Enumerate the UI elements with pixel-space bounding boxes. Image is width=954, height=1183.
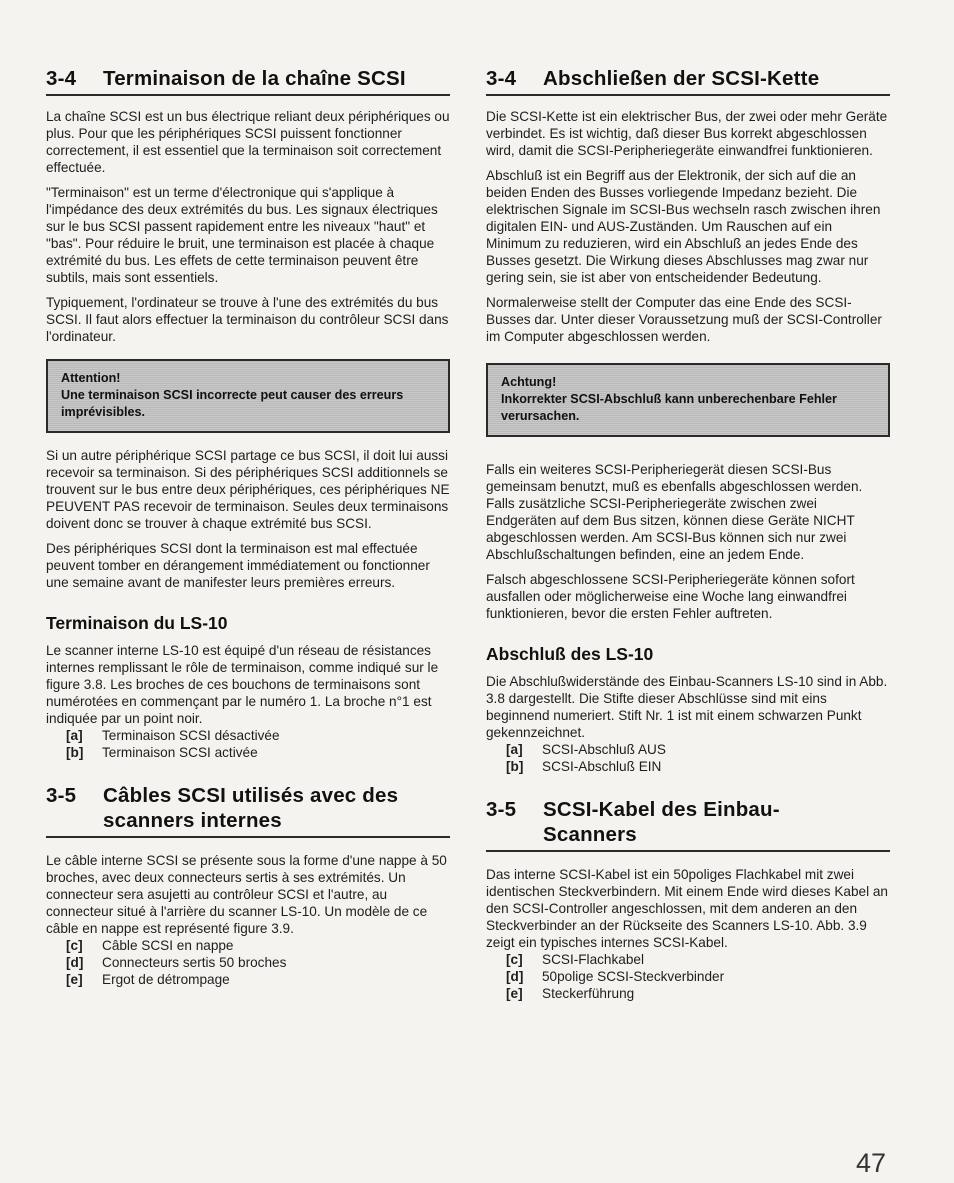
warning-text: Inkorrekter SCSI-Abschluß kann unberechenbare Fehler verursachen.	[501, 392, 837, 423]
legend-item	[46, 971, 450, 988]
section-title-line: Scanners	[543, 823, 637, 846]
paragraph: Des périphériques SCSI dont la terminaison est mal effectuée peuvent tomber en dérangement immédiatement ou fonctionner une semaine avant de manifester leurs premières erreurs.	[46, 541, 430, 590]
figure-legend	[46, 937, 450, 988]
legend-key: [c]	[66, 938, 83, 953]
paragraph: Le scanner interne LS-10 est équipé d'un réseau de résistances internes remplissant le rôle de terminaison, comme indiqué sur le figure 3.8. Les broches de ces bouchons de terminaisons sont numérotées en commençant par le numéro 1. La broche n°1 est indiquée par un point noir.	[46, 643, 439, 726]
figure-legend	[46, 727, 450, 761]
paragraph: Si un autre périphérique SCSI partage ce bus SCSI, il doit lui aussi recevoir sa terminaison. Si des périphériques SCSI additionnels se trouvent sur le bus entre deux périphériques, ces périphériques NE PEUVENT PAS recevoir de terminaison. Seules deux terminaisons doivent donc se trouver à chaque extrémité bus SCSI.	[46, 448, 450, 531]
legend-key: [b]	[66, 745, 84, 760]
legend-text: SCSI-Abschluß EIN	[542, 759, 662, 774]
legend-key: [d]	[506, 969, 524, 984]
legend-text: Terminaison SCSI activée	[102, 745, 258, 760]
section-heading-3-4-fr	[46, 66, 450, 91]
legend-key: [a]	[506, 742, 523, 757]
french-column	[46, 66, 450, 996]
figure-legend	[486, 951, 890, 1002]
legend-item	[486, 968, 890, 985]
legend-text: SCSI-Abschluß AUS	[542, 742, 666, 757]
warning-box	[486, 363, 890, 437]
paragraph: Falls ein weiteres SCSI-Peripheriegerät diesen SCSI-Bus gemeinsam benutzt, muß es ebenfalls abgeschlossen werden. Falls zusätzliche SCSI-Peripheriegeräte zwischen zwei Endgeräten auf dem Bus sitzen, können diese Geräte NICHT abgeschlossen werden. Am SCSI-Bus können sich nur zwei Abschlußschaltungen befinden, eine an jedem Ende.	[486, 462, 863, 562]
figure-legend	[486, 741, 890, 775]
paragraph: Abschluß ist ein Begriff aus der Elektronik, der sich auf die an beiden Enden des Busses vorliegende Impedanz bezieht. Die elektrischen Signale im SCSI-Bus wechseln rasch zwischen ihren digitalen EIN- und AUS-Zuständen. Um Rauschen auf ein Minimum zu reduzieren, wird ein Abschluß an jedes Ende des Busses gesetzt. Die Wirkung dieses Abschlusses mag zwar nur gering sein, sie ist aber von entscheidender Bedeutung.	[486, 168, 881, 285]
legend-text: SCSI-Flachkabel	[542, 952, 644, 967]
section-number: 3-4	[486, 67, 517, 90]
heading-rule	[46, 94, 450, 96]
subheading-ls10-fr: Terminaison du LS-10	[46, 613, 228, 633]
legend-item	[46, 937, 450, 954]
section-heading-3-4-de	[486, 66, 890, 91]
legend-text: Connecteurs sertis 50 broches	[102, 955, 287, 970]
legend-key: [a]	[66, 728, 83, 743]
warning-text: Une terminaison SCSI incorrecte peut causer des erreurs imprévisibles.	[61, 388, 404, 419]
section-title	[543, 797, 890, 847]
section-heading-3-5-fr	[46, 783, 450, 833]
legend-item	[486, 985, 890, 1002]
legend-key: [d]	[66, 955, 84, 970]
section-number: 3-4	[46, 67, 77, 90]
section-title: Abschließen der SCSI-Kette	[543, 67, 820, 90]
legend-item	[486, 741, 890, 758]
paragraph: "Terminaison" est un terme d'électronique qui s'applique à l'impédance des deux extrémités du bus. Les signaux électriques sur le bus SCSI passent rapidement entre les niveaux "haut" et "bas". Pour réduire le bruit, une terminaison est placée à chaque extrémité du bus. Les effets de cette terminaison peuvent être subtils, mais sont essentiels.	[46, 185, 438, 285]
paragraph: Das interne SCSI-Kabel ist ein 50poliges Flachkabel mit zwei identischen Steckverbindern. Mit einem Ende wird dieses Kabel an den SCSI-Controller angeschlossen, mit dem anderen an den Steckverbinder an der Rückseite des Scanners LS-10. Abb. 3.9 zeigt ein typisches internes SCSI-Kabel.	[486, 867, 888, 950]
section-title-line: scanners internes	[103, 809, 282, 832]
warning-box	[46, 359, 450, 433]
paragraph: Die SCSI-Kette ist ein elektrischer Bus, der zwei oder mehr Geräte verbindet. Es ist wichtig, daß dieser Bus korrekt abgeschlossen wird, damit die SCSI-Peripheriegeräte einwandfrei funktionieren.	[486, 109, 888, 158]
section-number: 3-5	[486, 798, 517, 821]
section-title: Terminaison de la chaîne SCSI	[103, 67, 406, 90]
paragraph: Le câble interne SCSI se présente sous la forme d'une nappe à 50 broches, avec deux connecteurs sertis à ses extrémités. Un connecteur sera asujetti au contrôleur SCSI et l'autre, au connecteur situé à l'arrière du scanner LS-10. Un modèle de ce câble en nappe est représenté figure 3.9.	[46, 853, 447, 936]
legend-text: Terminaison SCSI désactivée	[102, 728, 280, 743]
section-number: 3-5	[46, 784, 77, 807]
section-title-line: Câbles SCSI utilisés avec des	[103, 784, 399, 807]
section-heading-3-5-de	[486, 797, 890, 847]
legend-text: Câble SCSI en nappe	[102, 938, 234, 953]
heading-rule	[486, 850, 890, 852]
legend-key: [c]	[506, 952, 523, 967]
subheading-ls10-de: Abschluß des LS-10	[486, 644, 654, 664]
legend-text: Ergot de détrompage	[102, 972, 230, 987]
german-column	[486, 66, 890, 1010]
legend-key: [e]	[506, 986, 523, 1001]
paragraph: La chaîne SCSI est un bus électrique reliant deux périphériques ou plus. Pour que les périphériques SCSI puissent fonctionner correctement, il est essentiel que la terminaison soit correctement effectuée.	[46, 109, 450, 175]
heading-rule	[486, 94, 890, 96]
heading-rule	[46, 836, 450, 838]
legend-item	[46, 744, 450, 761]
section-title	[103, 783, 450, 833]
legend-item	[486, 951, 890, 968]
paragraph: Normalerweise stellt der Computer das eine Ende des SCSI-Busses dar. Unter dieser Voraussetzung muß der SCSI-Controller im Computer abgeschlossen werden.	[486, 295, 882, 344]
page-number: 47	[856, 1148, 887, 1178]
legend-key: [b]	[506, 759, 524, 774]
legend-item	[46, 954, 450, 971]
legend-text: Steckerführung	[542, 986, 635, 1001]
legend-item	[46, 727, 450, 744]
legend-item	[486, 758, 890, 775]
warning-title: Achtung!	[501, 375, 557, 389]
paragraph: Falsch abgeschlossene SCSI-Peripheriegeräte können sofort ausfallen oder möglicherweise eine Woche lang einwandfrei funktionieren, bevor die ersten Fehler auftreten.	[486, 572, 855, 621]
warning-title: Attention!	[61, 371, 121, 385]
legend-key: [e]	[66, 972, 83, 987]
paragraph: Typiquement, l'ordinateur se trouve à l'une des extrémités du bus SCSI. Il faut alors effectuer la terminaison du contrôleur SCSI dans l'ordinateur.	[46, 295, 449, 344]
paragraph: Die Abschlußwiderstände des Einbau-Scanners LS-10 sind in Abb. 3.8 dargestellt. Die Stifte dieser Abschlüsse sind mit eins beginnend numeriert. Stift Nr. 1 ist mit einem schwarzen Punkt gekennzeichnet.	[486, 674, 888, 740]
section-title-line: SCSI-Kabel des Einbau-	[543, 798, 780, 821]
legend-text: 50polige SCSI-Steckverbinder	[542, 969, 725, 984]
